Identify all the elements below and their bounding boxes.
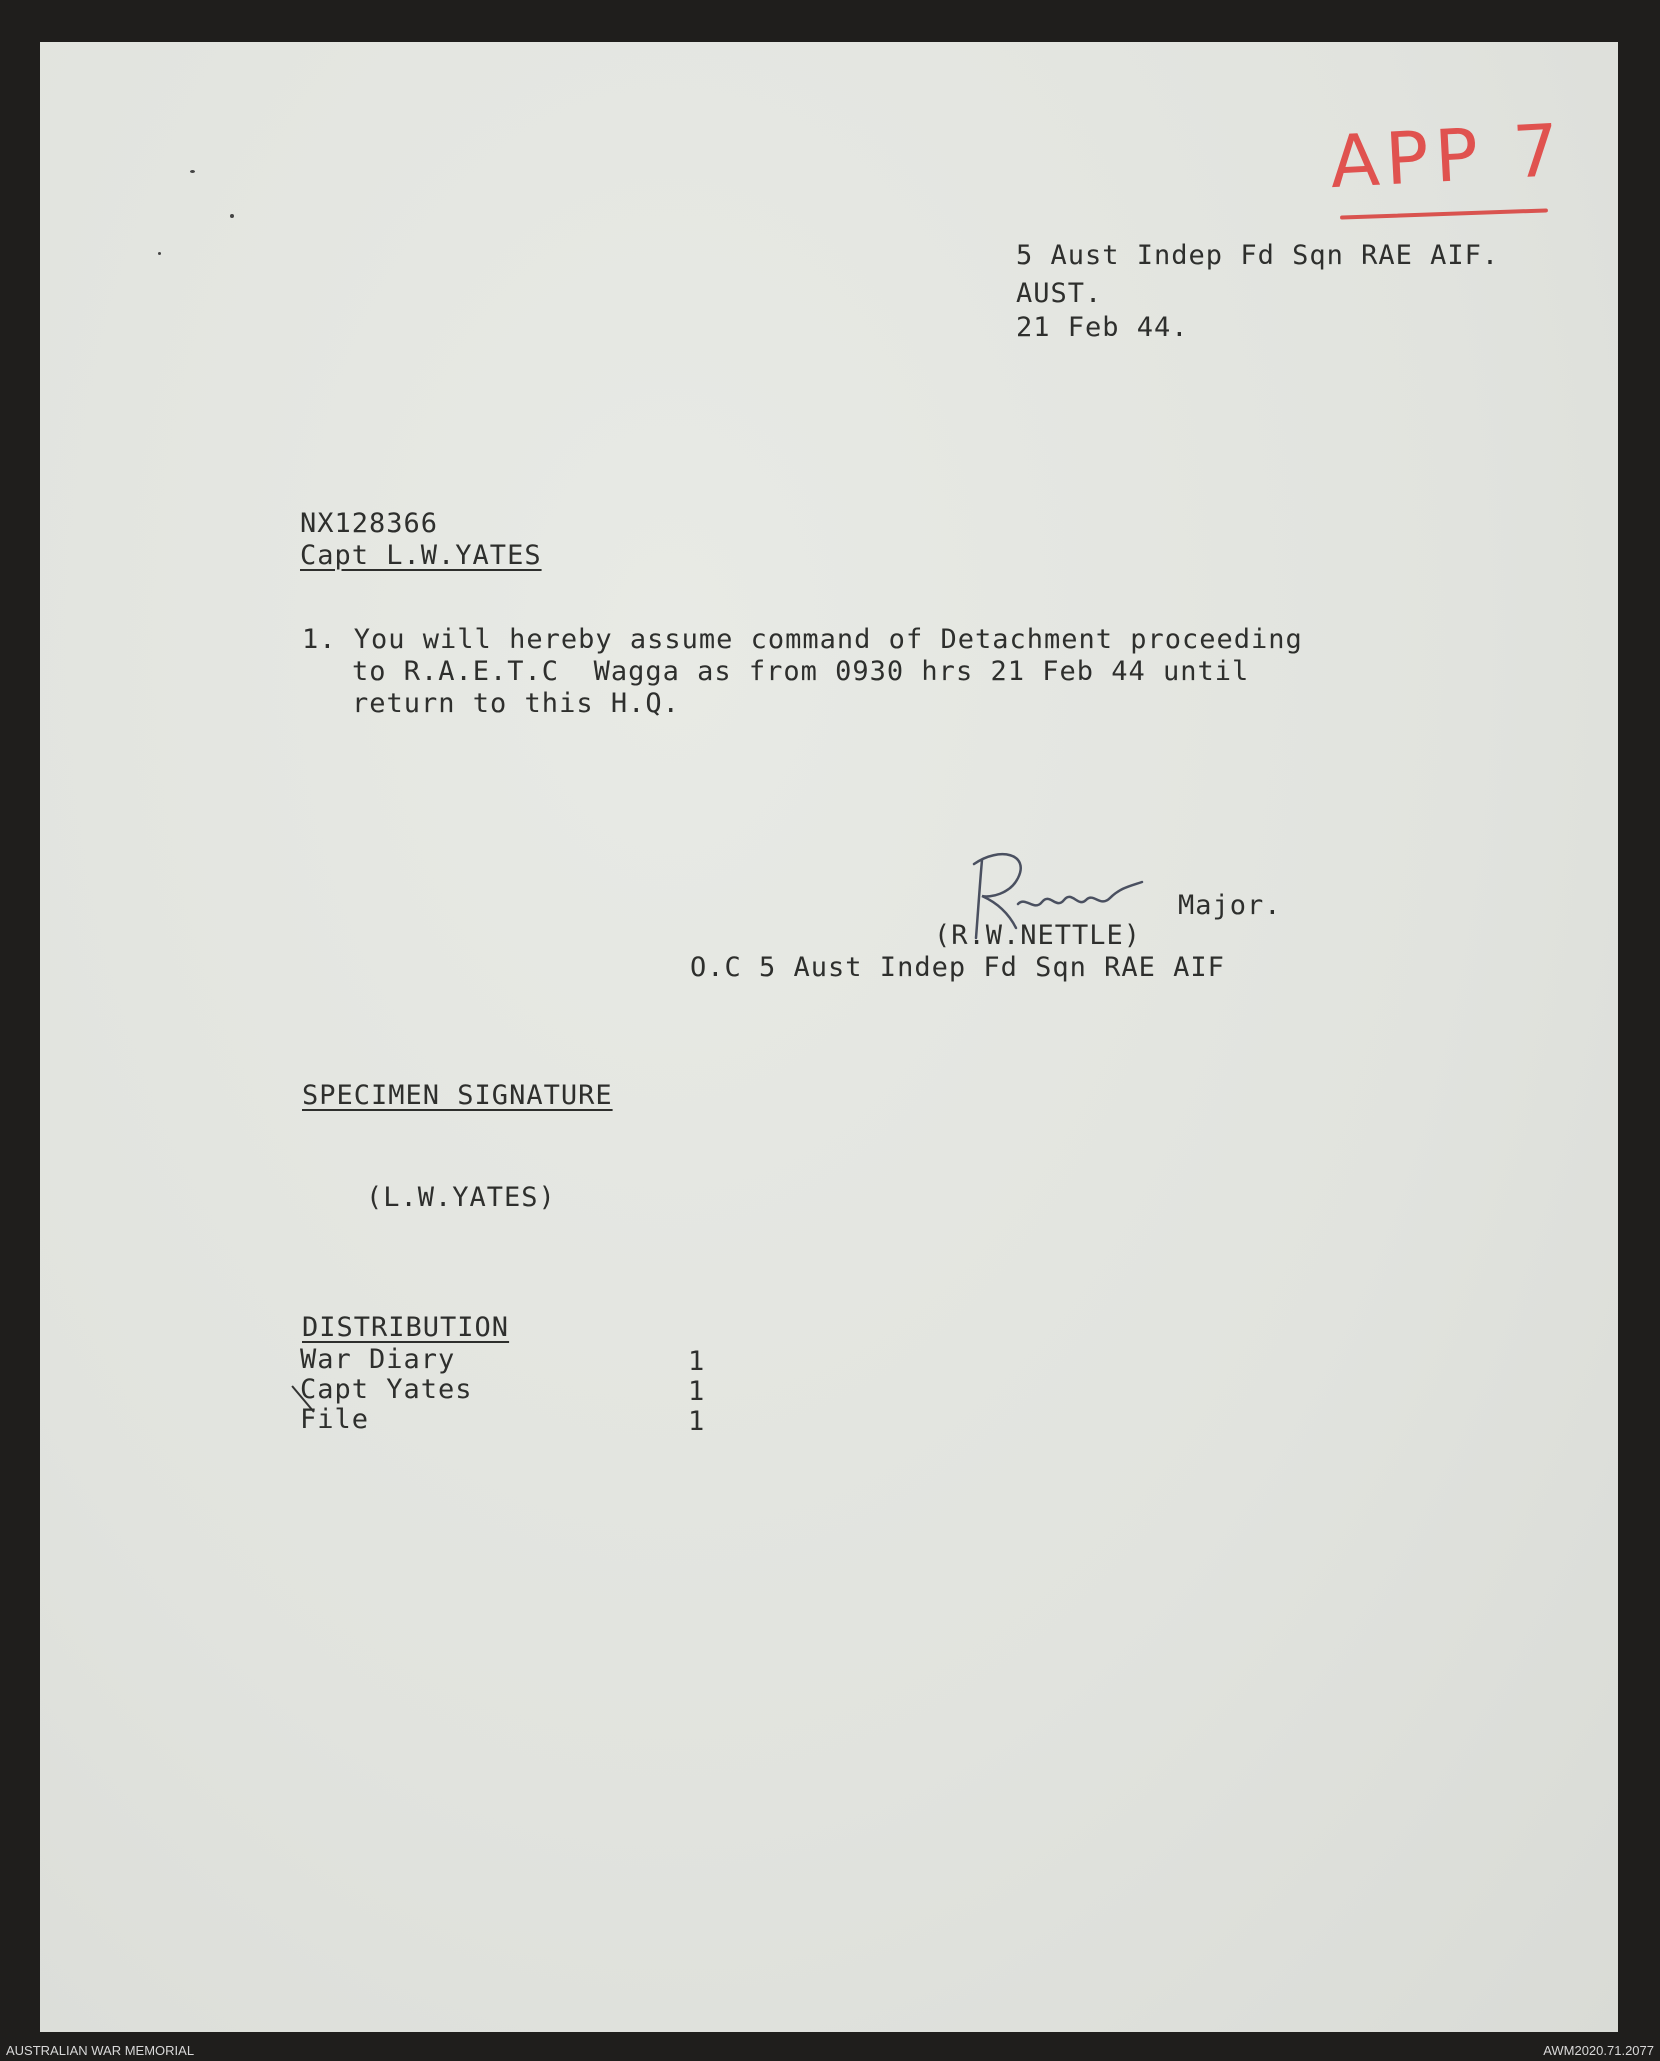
distribution-copies: 1 — [688, 1376, 706, 1407]
appendix-stamp-underline — [1340, 208, 1548, 219]
body-line-2: to R.A.E.T.C Wagga as from 0930 hrs 21 Feb 44 until — [352, 656, 1250, 687]
paper-speck — [230, 214, 234, 218]
paper-speck — [158, 252, 161, 255]
distribution-heading: DISTRIBUTION — [302, 1312, 510, 1343]
letterhead-unit: 5 Aust Indep Fd Sqn RAE AIF. — [1016, 240, 1500, 271]
distribution-copies: 1 — [688, 1346, 706, 1377]
letterhead-location: AUST. — [1016, 278, 1103, 309]
paper-speck — [190, 170, 195, 173]
specimen-name: (L.W.YATES) — [366, 1182, 556, 1213]
letterhead-date: 21 Feb 44. — [1016, 312, 1189, 343]
distribution-copies: 1 — [688, 1406, 706, 1437]
document-page — [40, 42, 1618, 2032]
addressee-name: Capt L.W.YATES — [300, 540, 542, 571]
appendix-stamp: APP 7 — [1327, 107, 1567, 205]
signatory-name: (R.W.NETTLE) — [934, 920, 1142, 951]
signatory-rank: Major. — [1178, 890, 1282, 921]
signatory-title: O.C 5 Aust Indep Fd Sqn RAE AIF — [690, 952, 1225, 983]
distribution-recipient: War Diary — [300, 1344, 456, 1375]
footer-institution: AUSTRALIAN WAR MEMORIAL — [6, 2043, 195, 2058]
footer-accession-number: AWM2020.71.2077 — [1543, 2043, 1654, 2058]
distribution-recipient: File — [300, 1404, 370, 1435]
distribution-recipient: Capt Yates — [300, 1374, 473, 1405]
body-line-1: 1. You will hereby assume command of Detachment proceeding — [302, 624, 1303, 655]
specimen-heading: SPECIMEN SIGNATURE — [302, 1080, 613, 1111]
body-line-3: return to this H.Q. — [352, 688, 680, 719]
addressee-number: NX128366 — [300, 508, 439, 539]
